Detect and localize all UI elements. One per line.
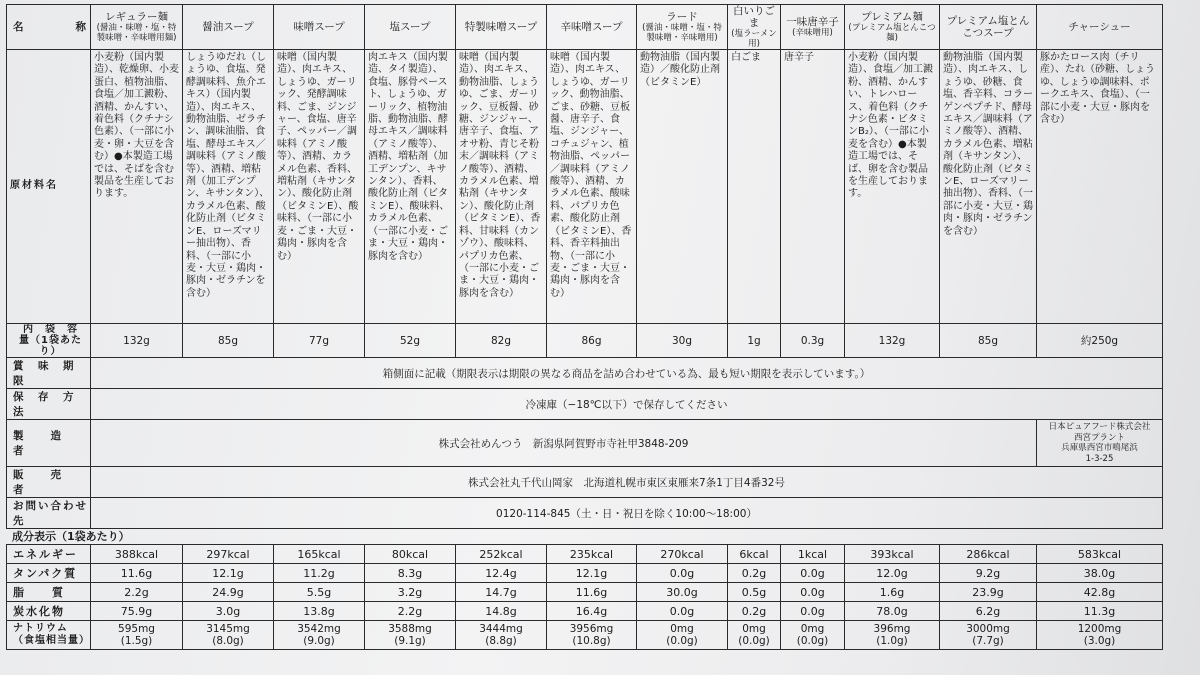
product-header-cell [274,5,365,50]
nutrition-table [6,544,1163,650]
plant-line: 日本ピュアフード株式会社 [1048,422,1151,432]
nutrition-value: 42.8g [1037,583,1163,602]
product-subname: (醤油・味噌・塩・特製味噌・辛味噌用麺) [96,23,177,43]
product-header-cell [91,5,183,50]
sodium-cell [365,621,456,650]
best-before-label: 賞 味 期 限 [7,358,91,389]
nutrition-value: 11.3g [1037,602,1163,621]
salt-equivalent-value: (0.0g) [796,635,829,647]
sodium-cell [1037,621,1163,650]
nutrition-value: 24.9g [183,583,274,602]
name-label: 名 称 [7,5,91,50]
nutrition-value: 0.5g [728,583,781,602]
ingredients-cell: 動物油脂（国内製造）、肉エキス、しょうゆ、砂糖、食塩、香辛料、コラーゲンペプチド、酵母エキス／調味料（アミノ酸等）、酒精、カラメル色素、増粘剤（キサンタン）、酸化防止剤（ビタミンE、ローズマリー抽出物）、香料、（一部に小麦・大豆・鶏肉・豚肉・ゼラチンを含む） [940,50,1037,324]
product-header-cell [1037,5,1163,50]
amount-cell: 132g [845,324,940,358]
ingredients-cell: 肉エキス（国内製造、タイ製造）、食塩、豚骨ペースト、しょうゆ、ガーリック、植物油脂、動物油脂、酵母エキス／調味料（アミノ酸等）、酒精、増粘剤（加工デンプン、キサンタン）、香料、酸化防止剤（ビタミンE）、酸味料、カラメル色素、（一部に小麦・ごま・大豆・鶏肉・豚肉を含む） [365,50,456,324]
amount-cell: 132g [91,324,183,358]
sodium-cell [456,621,547,650]
nutrition-value: 78.0g [845,602,940,621]
nutrition-value: 75.9g [91,602,183,621]
salt-equivalent-value: (3.0g) [1083,635,1116,647]
product-header-cell [940,5,1037,50]
amount-cell: 52g [365,324,456,358]
salt-equivalent-value: (10.8g) [572,635,611,647]
product-name: チャーシュー [1068,21,1131,33]
sodium-value: 0mg [670,623,694,635]
product-header-cell [547,5,637,50]
nutrition-value: 9.2g [940,564,1037,583]
amount-cell: 86g [547,324,637,358]
product-name: プレミアム麺 [861,11,923,23]
nutrition-value: 14.7g [456,583,547,602]
sodium-value: 396mg [873,623,911,635]
product-header-cell [728,5,781,50]
best-before-row [7,358,1163,389]
nutrition-value: 11.6g [547,583,637,602]
nutrition-label: エネルギー [7,545,91,564]
amount-cell: 1g [728,324,781,358]
nutrition-value: 12.1g [547,564,637,583]
sodium-cell [845,621,940,650]
nutrition-value: 0.2g [728,564,781,583]
nutrition-value: 5.5g [274,583,365,602]
manufacturer-row [7,420,1163,467]
spec-table [6,4,1163,529]
ingredients-cell: しょうゆだれ（しょうゆ、食塩、発酵調味料、魚介エキス）（国内製造）、肉エキス、動物油脂、ゼラチン、調味油脂、食塩、酵母エキス／調味料（アミノ酸等）、酒精、増粘剤（加工デンプン、キサンタン）、カラメル色素、酸化防止剤（ビタミンE、ローズマリー抽出物）、香料、（一部に小麦・大豆・鶏肉・豚肉・ゼラチンを含む） [183,50,274,324]
nutrition-value: 14.8g [456,602,547,621]
ingredients-cell: 味噌（国内製造）、肉エキス、動物油脂、しょうゆ、ごま、ガーリック、豆板醤、砂糖、ジンジャー、唐辛子、食塩、アオサ粉、青じそ粉末／調味料（アミノ酸等）、酒精、カラメル色素、増粘剤（キサンタン）、酸化防止剤（ビタミンE）、香料、甘味料（カンゾウ）、酸味料、パプリカ色素、（一部に小麦・ごま・大豆・鶏肉・豚肉を含む） [456,50,547,324]
nutrition-value: 0.0g [637,602,728,621]
sodium-cell [781,621,845,650]
amount-cell: 85g [940,324,1037,358]
product-header-cell [845,5,940,50]
salt-equivalent-value: (0.0g) [738,635,770,647]
nutrition-label: タンパク質 [7,564,91,583]
nutrition-value: 6.2g [940,602,1037,621]
product-name: 特製味噌スープ [464,21,538,33]
storage-value: 冷凍庫（−18℃以下）で保存してください [91,389,1163,420]
contact-row [7,498,1163,529]
sodium-cell [547,621,637,650]
product-name: 味噌スープ [293,21,345,33]
plant-line: 兵庫県西宮市鳴尾浜 [1061,443,1138,453]
nutrition-value: 11.2g [274,564,365,583]
nutrition-value: 3.2g [365,583,456,602]
sodium-label-sub: （食塩相当量） [13,635,90,646]
amount-cell: 約250g [1037,324,1163,358]
product-subname: (塩ラーメン用) [731,29,777,49]
product-subname: (辛味噌用) [792,28,833,38]
nutrition-value: 3.0g [183,602,274,621]
sodium-value: 1200mg [1077,623,1122,635]
nutrition-value: 16.4g [547,602,637,621]
nutrition-value: 0.0g [781,564,845,583]
nutrition-value: 165kcal [274,545,365,564]
nutrition-value: 23.9g [940,583,1037,602]
nutrition-value: 1.6g [845,583,940,602]
product-header-cell [456,5,547,50]
sodium-label-main: ナトリウム [13,623,68,634]
amount-cell: 30g [637,324,728,358]
seller-row [7,467,1163,498]
salt-equivalent-value: (9.0g) [303,635,335,647]
sodium-value: 0mg [742,623,766,635]
nutrition-value: 252kcal [456,545,547,564]
product-name: 辛味噌スープ [560,21,623,33]
sodium-value: 3000mg [966,623,1010,635]
plant-line: 西宮プラント [1073,432,1125,443]
nutrition-value: 80kcal [365,545,456,564]
nutrition-value: 0.0g [781,602,845,621]
ingredients-cell: 小麦粉（国内製造）、食塩／加工澱粉、酒精、かんすい、トレハロース、着色料（クチナシ色素・ビタミンB₂）、（一部に小麦を含む）●本製造工場では、そば、卵を含む製品を生産しております。 [845,50,940,324]
plant-line: 1-3-25 [1085,453,1114,464]
nutrition-value: 12.0g [845,564,940,583]
nutrition-label: 脂 質 [7,583,91,602]
nutrition-value: 286kcal [940,545,1037,564]
nutrition-row [7,564,1163,583]
nutrition-value: 0.2g [728,602,781,621]
salt-equivalent-value: (1.5g) [120,635,153,647]
ingredients-row [7,50,1163,324]
salt-equivalent-value: (7.7g) [972,635,1004,647]
product-name: 醤油スープ [202,21,254,33]
amount-row [7,324,1163,358]
product-header-row [7,5,1163,50]
nutrition-value: 1kcal [781,545,845,564]
product-name: ラード [666,11,698,23]
nutrition-title: 成分表示（1袋あたり） [12,530,130,543]
sodium-value: 595mg [118,623,155,635]
nutrition-row [7,583,1163,602]
storage-row [7,389,1163,420]
nutrition-row [7,602,1163,621]
contact-value: 0120-114-845（土・日・祝日を除く10:00〜18:00） [91,498,1163,529]
product-header-cell [183,5,274,50]
nutrition-value: 388kcal [91,545,183,564]
seller-value: 株式会社丸千代山岡家 北海道札幌市東区東雁来7条1丁目4番32号 [91,467,1163,498]
product-name: プレミアム塩とんこつスープ [946,15,1030,39]
sodium-cell [183,621,274,650]
nutrition-value: 8.3g [365,564,456,583]
contact-label: お問い合わせ先 [7,498,91,529]
nutrition-value: 38.0g [1037,564,1163,583]
sodium-cell [91,621,183,650]
amount-cell: 0.3g [781,324,845,358]
sodium-value: 3956mg [569,623,614,635]
nutrition-value: 30.0g [637,583,728,602]
manufacturer-label: 製 造 者 [7,420,91,467]
product-name: レギュラー麺 [105,11,168,23]
amount-cell: 77g [274,324,365,358]
ingredients-cell: 白ごま [728,50,781,324]
nutrition-value: 6kcal [728,545,781,564]
salt-equivalent-value: (9.1g) [394,635,426,647]
manufacturer-value: 株式会社めんつう 新潟県阿賀野市寺社甲3848-209 [91,420,1037,467]
nutrition-value: 2.2g [91,583,183,602]
nutrition-label: 炭水化物 [7,602,91,621]
amount-label: 内 袋 容 量（1袋あたり） [7,324,91,358]
nutrition-value: 12.4g [456,564,547,583]
best-before-value: 箱側面に記載（期限表示は期限の異なる商品を詰め合わせている為、最も短い期限を表示しています。） [91,358,1163,389]
nutrition-value: 0.0g [637,564,728,583]
product-header-cell [365,5,456,50]
ingredients-label: 原材料名 [7,50,91,324]
sodium-cell [637,621,728,650]
nutrition-value: 270kcal [637,545,728,564]
ingredients-cell: 動物油脂（国内製造）／酸化防止剤（ビタミンE） [637,50,728,324]
ingredients-cell: 小麦粉（国内製造）、乾燥卵、小麦蛋白、植物油脂、食塩／加工澱粉、酒精、かんすい、着色料（クチナシ色素）、（一部に小麦・卵・大豆を含む）●本製造工場では、そばを含む製品を生産しております。 [91,50,183,324]
product-name: 一味唐辛子 [786,16,839,28]
ingredients-cell: 唐辛子 [781,50,845,324]
product-subname: (醤油・味噌・塩・特製味噌・辛味噌用) [642,23,722,43]
sodium-value: 3588mg [388,623,432,635]
sodium-cell [728,621,781,650]
sodium-cell [274,621,365,650]
seller-label: 販 売 者 [7,467,91,498]
salt-equivalent-value: (0.0g) [666,635,698,647]
nutrition-value: 12.1g [183,564,274,583]
product-name: 塩スープ [389,21,431,33]
nutrition-value: 393kcal [845,545,940,564]
product-header-cell [637,5,728,50]
plant-address [1037,420,1163,467]
salt-equivalent-value: (8.0g) [212,635,244,647]
sodium-value: 3542mg [297,623,341,635]
nutrition-row [7,545,1163,564]
sodium-value: 3145mg [206,623,250,635]
salt-equivalent-value: (8.8g) [485,635,517,647]
nutrition-value: 13.8g [274,602,365,621]
product-header-cell [781,5,845,50]
amount-cell: 82g [456,324,547,358]
salt-equivalent-value: (1.0g) [876,635,908,647]
sodium-label [7,621,91,650]
amount-cell: 85g [183,324,274,358]
storage-label: 保 存 方 法 [7,389,91,420]
sodium-value: 3444mg [479,623,523,635]
ingredients-cell: 味噌（国内製造）、肉エキス、しょうゆ、ガーリック、発酵調味料、ごま、ジンジャー、食塩、唐辛子、ペッパー／調味料（アミノ酸等）、酒精、カラメル色素、香料、増粘剤（キサンタン）、酸化防止剤（ビタミンE）、酸味料、（一部に小麦・ごま・大豆・鶏肉・豚肉を含む） [274,50,365,324]
nutrition-value: 2.2g [365,602,456,621]
nutrition-value: 11.6g [91,564,183,583]
nutrition-value: 297kcal [183,545,274,564]
nutrition-value: 583kcal [1037,545,1163,564]
ingredients-cell: 味噌（国内製造）、肉エキス、しょうゆ、ガーリック、動物油脂、ごま、砂糖、豆板醤、唐辛子、食塩、ジンジャー、コチュジャン、植物油脂、ペッパー／調味料（アミノ酸等）、酒精、カラメル色素、酸味料、パプリカ色素、酸化防止剤（ビタミンE）、香料、香辛料抽出物、（一部に小麦・ごま・大豆・鶏肉・豚肉を含む） [547,50,637,324]
sodium-value: 0mg [800,623,825,635]
sodium-cell [940,621,1037,650]
sodium-row [7,621,1163,650]
product-subname: (プレミアム塩とんこつ麺) [848,23,936,43]
nutrition-value: 0.0g [781,583,845,602]
product-name: 白いりごま [733,5,775,29]
ingredients-cell: 豚かたロース肉（チリ産）、たれ（砂糖、しょうゆ、しょうゆ調味料、ポークエキス、食塩）、（一部に小麦・大豆・豚肉を含む） [1037,50,1163,324]
nutrition-value: 235kcal [547,545,637,564]
